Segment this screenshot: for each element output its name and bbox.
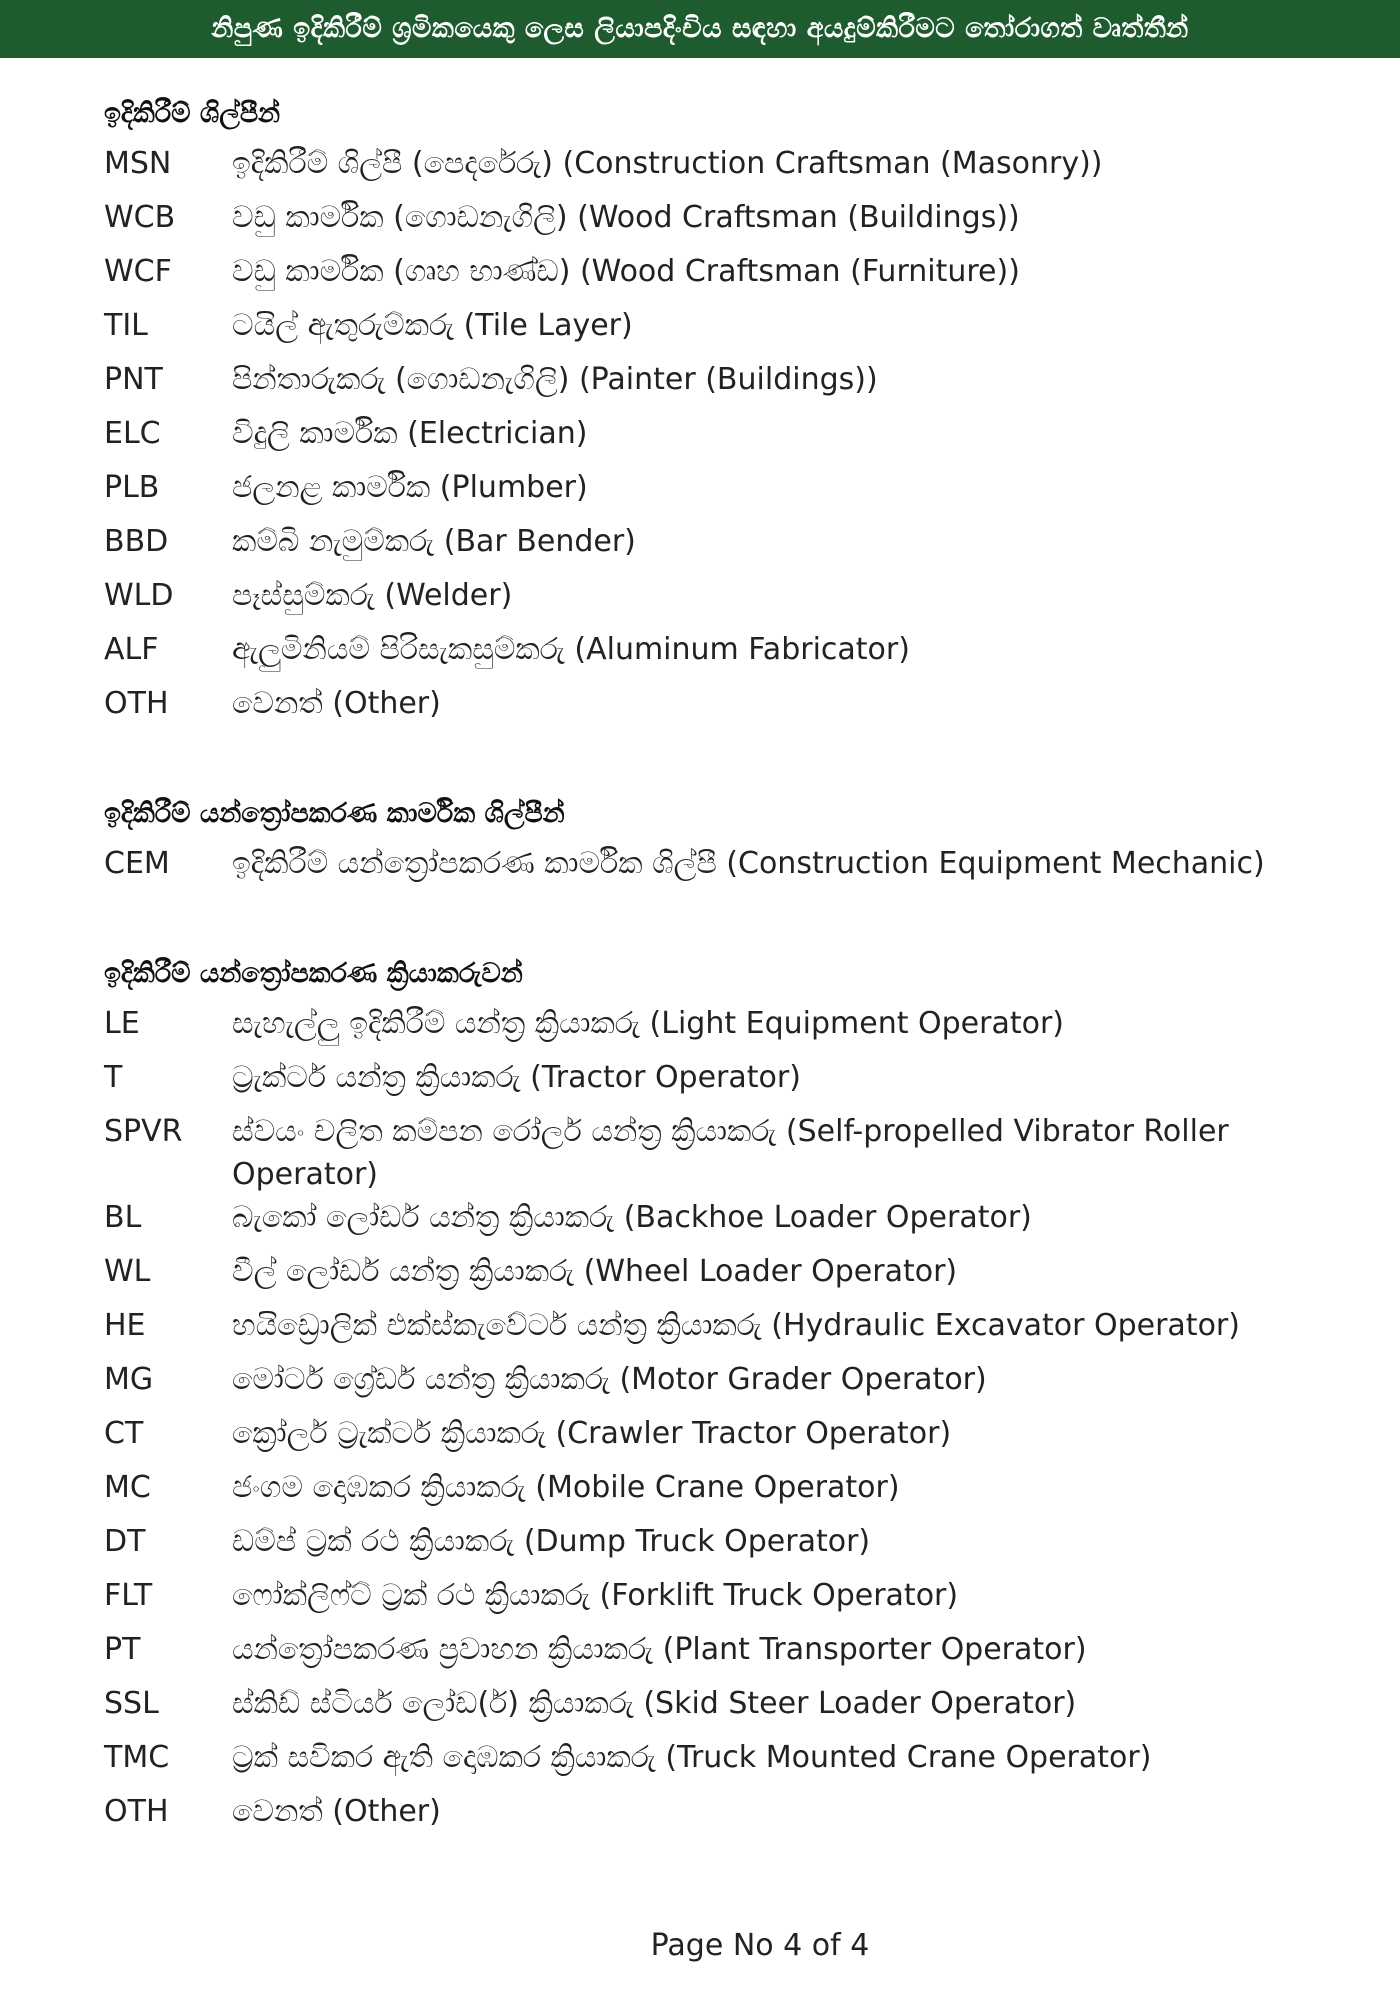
trade-description: බැකෝ ලෝඩර් යන්ත්‍ර ක්‍රියාකරු (Backhoe Loader Operator) (232, 1200, 1032, 1235)
trade-code: WCB (104, 200, 176, 235)
list-item (104, 628, 1354, 682)
trade-description: ස්කිඩ් ස්ටියර් ලෝඩ(ර්) ක්‍රියාකරු (Skid Steer Loader Operator) (232, 1686, 1077, 1721)
trade-description: සැහැල්ලු ඉදිකිරීම් යන්ත්‍ර ක්‍රියාකරු (Light Equipment Operator) (232, 1006, 1065, 1041)
list-item (104, 1466, 1354, 1520)
section-rows (104, 842, 1354, 896)
trade-code: PLB (104, 470, 160, 505)
trade-description: ටයිල් ඇතුරුම්කරු (Tile Layer) (232, 308, 633, 343)
list-item (104, 358, 1354, 412)
trade-code: TIL (104, 308, 148, 343)
list-item (104, 1358, 1354, 1412)
trade-code: MG (104, 1362, 154, 1397)
list-item (104, 1412, 1354, 1466)
trade-code: LE (104, 1006, 140, 1041)
trade-description: විදුලි කාර්මික (Electrician) (232, 416, 588, 451)
header-title: නිපුණ ඉදිකිරීම් ශ්‍රමිකයෙකු ලෙස ලියාපදිංචිය සඳහා අයදුම්කිරීමට තෝරාගත් වෘත්තීන් (211, 13, 1189, 44)
trade-code: ALF (104, 632, 159, 667)
header-banner (0, 0, 1400, 58)
section-title: ඉදිකිරීම් යන්ත්‍රෝපකරණ ක්‍රියාකරුවන් (104, 958, 523, 989)
list-item (104, 1304, 1354, 1358)
section-construction-craftsmen (104, 88, 1354, 736)
list-item (104, 1196, 1354, 1250)
trade-description: වීල් ලෝඩර් යන්ත්‍ර ක්‍රියාකරු (Wheel Loader Operator) (232, 1254, 958, 1289)
list-item (104, 1736, 1354, 1790)
trade-description: පෑස්සුම්කරු (Welder) (232, 578, 513, 613)
trade-description: වඩු කාර්මික (ගොඩනැගිලි) (Wood Craftsman (Buildings)) (232, 200, 1020, 235)
trade-description: යන්ත්‍රෝපකරණ ප්‍රවාහන ක්‍රියාකරු (Plant Transporter Operator) (232, 1632, 1087, 1667)
list-item (104, 466, 1354, 520)
trade-code: WLD (104, 578, 174, 613)
list-item (104, 412, 1354, 466)
trade-code: OTH (104, 686, 169, 721)
trade-description: වඩු කාර්මික (ගෘහ භාණ්ඩ) (Wood Craftsman (Furniture)) (232, 254, 1020, 289)
section-rows (104, 1002, 1354, 1844)
trade-code: ELC (104, 416, 161, 451)
list-item (104, 250, 1354, 304)
trade-description: ඉදිකිරීම් යන්ත්‍රෝපකරණ කාර්මික ශිල්පී (Construction Equipment Mechanic) (232, 846, 1265, 881)
trade-code: TMC (104, 1740, 170, 1775)
trade-code: T (104, 1060, 123, 1095)
list-item (104, 574, 1354, 628)
trade-code: SPVR (104, 1114, 183, 1149)
trade-description: හයිඩ්‍රොලික් එක්ස්කැවේටර් යන්ත්‍ර ක්‍රියාකරු (Hydraulic Excavator Operator) (232, 1308, 1240, 1343)
list-item (104, 1682, 1354, 1736)
trade-description: මෝටර් ග්‍රේඩර් යන්ත්‍ර ක්‍රියාකරු (Motor Grader Operator) (232, 1362, 987, 1397)
trade-code: WL (104, 1254, 151, 1289)
section-equipment-mechanics (104, 788, 1354, 896)
trade-description: ඩම්ප් ට්‍රක් රථ ක්‍රියාකරු (Dump Truck Operator) (232, 1524, 871, 1559)
list-item (104, 682, 1354, 736)
section-equipment-operators (104, 948, 1354, 1844)
trade-description: ට්‍රක් සවිකර ඇති දොඹකර ක්‍රියාකරු (Truck Mounted Crane Operator) (232, 1740, 1152, 1775)
trade-code: OTH (104, 1794, 169, 1829)
trade-code: PNT (104, 362, 163, 397)
trade-list (104, 88, 1354, 1896)
trade-description: කම්බි නැමුම්කරු (Bar Bender) (232, 524, 636, 559)
trade-code: BL (104, 1200, 142, 1235)
trade-code: FLT (104, 1578, 153, 1613)
trade-description: ට්‍රැක්ටර් යන්ත්‍ර ක්‍රියාකරු (Tractor Operator) (232, 1060, 801, 1095)
trade-code: MC (104, 1470, 151, 1505)
list-item (104, 1002, 1354, 1056)
list-item (104, 1628, 1354, 1682)
section-rows (104, 142, 1354, 736)
trade-description: ෆෝක්ලිෆ්ට් ට්‍රක් රථ ක්‍රියාකරු (Forklift Truck Operator) (232, 1578, 959, 1613)
list-item (104, 842, 1354, 896)
list-item (104, 1520, 1354, 1574)
list-item (104, 196, 1354, 250)
trade-code: CT (104, 1416, 144, 1451)
section-title: ඉදිකිරීම් යන්ත්‍රෝපකරණ කාර්මික ශිල්පීන් (104, 798, 565, 829)
list-item (104, 1056, 1354, 1110)
list-item (104, 1250, 1354, 1304)
list-item (104, 304, 1354, 358)
trade-code: WCF (104, 254, 172, 289)
trade-code: PT (104, 1632, 141, 1667)
list-item (104, 142, 1354, 196)
trade-description: වෙනත් (Other) (232, 1794, 441, 1829)
trade-description: ජලනළ කාර්මික (Plumber) (232, 470, 588, 505)
section-title: ඉදිකිරීම් ශිල්පීන් (104, 98, 281, 129)
page-number-label: Page No 4 of 4 (650, 1928, 870, 1963)
trade-code: DT (104, 1524, 146, 1559)
list-item (104, 1574, 1354, 1628)
page-number (0, 1928, 1400, 1963)
trade-description: ඉදිකිරීම් ශිල්පී (පෙදරේරු) (Construction Craftsman (Masonry)) (232, 146, 1103, 181)
trade-description: වෙනත් (Other) (232, 686, 441, 721)
list-item (104, 1790, 1354, 1844)
trade-code: CEM (104, 846, 170, 881)
trade-code: MSN (104, 146, 172, 181)
trade-description: ක්‍රෝලර් ට්‍රැක්ටර් ක්‍රියාකරු (Crawler Tractor Operator) (232, 1416, 952, 1451)
trade-code: HE (104, 1308, 146, 1343)
trade-code: SSL (104, 1686, 159, 1721)
list-item (104, 520, 1354, 574)
trade-description: ඇලුමිනියම් පිරිසැකසුම්කරු (Aluminum Fabricator) (232, 632, 910, 667)
trade-description: පින්තාරුකරු (ගොඩනැගිලි) (Painter (Buildings)) (232, 362, 878, 397)
trade-description: ජංගම දොඹකර ක්‍රියාකරු (Mobile Crane Operator) (232, 1470, 900, 1505)
list-item (104, 1110, 1354, 1196)
trade-code: BBD (104, 524, 169, 559)
trade-description: ස්වයං චලිත කම්පන රෝලර් යන්ත්‍ර ක්‍රියාකරු (Self-propelled Vibrator Roller Operator) (232, 1114, 1229, 1192)
